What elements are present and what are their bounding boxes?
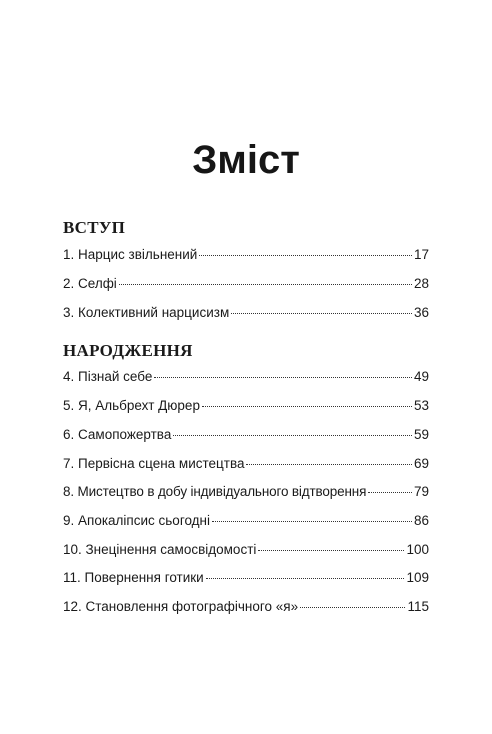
toc-entry[interactable]	[63, 512, 429, 530]
dot-leader	[202, 406, 412, 407]
toc-entry[interactable]	[63, 275, 429, 293]
toc-entry[interactable]	[63, 569, 429, 587]
toc-entry[interactable]	[63, 541, 429, 559]
toc-page-number: 36	[413, 305, 429, 320]
toc-entry-title: 5. Я, Альбрехт Дюрер	[63, 398, 200, 413]
toc-entry-title: 8. Мистецтво в добу індивідуального відтворення	[63, 484, 367, 499]
toc-page-number: 28	[413, 276, 429, 291]
toc-entry[interactable]	[63, 426, 429, 444]
toc-entry-title: 3. Колективний нарцисизм	[63, 305, 230, 320]
toc-page-number: 79	[413, 484, 429, 499]
toc-entry[interactable]	[63, 304, 429, 322]
toc-page-number: 100	[406, 542, 429, 557]
toc-entry-title: 10. Знецінення самосвідомості	[63, 542, 257, 557]
page-title: Зміст	[192, 138, 300, 182]
toc-page-number: 109	[406, 570, 429, 585]
dot-leader	[368, 492, 412, 493]
toc-entry[interactable]	[63, 246, 429, 264]
section-heading-birth: НАРОДЖЕННЯ	[63, 341, 193, 360]
toc-page-number: 115	[407, 599, 429, 614]
toc-entry-title: 7. Первісна сцена мистецтва	[63, 456, 245, 471]
toc-entry[interactable]	[63, 598, 429, 616]
toc-entry[interactable]	[63, 455, 429, 473]
dot-leader	[212, 521, 412, 522]
toc-page-number: 59	[413, 427, 429, 442]
toc-entry-title: 11. Повернення готики	[63, 570, 204, 585]
dot-leader	[119, 284, 412, 285]
toc-page-number: 86	[413, 513, 429, 528]
dot-leader	[199, 255, 412, 256]
toc-entry[interactable]	[63, 397, 429, 415]
dot-leader	[300, 607, 405, 608]
dot-leader	[258, 550, 404, 551]
toc-entry-title: 9. Апокаліпсис сьогодні	[63, 513, 210, 528]
toc-entry-title: 2. Селфі	[63, 276, 117, 291]
toc-page-number: 69	[413, 456, 429, 471]
toc-entry-title: 12. Становлення фотографічного «я»	[63, 599, 299, 614]
dot-leader	[206, 578, 405, 579]
toc-entry-title: 1. Нарцис звільнений	[63, 247, 198, 262]
toc-entry[interactable]	[63, 368, 429, 386]
toc-entry[interactable]	[63, 483, 429, 501]
toc-page-number: 49	[413, 369, 429, 384]
toc-entry-title: 6. Самопожертва	[63, 427, 172, 442]
toc-page-number: 53	[413, 398, 429, 413]
toc-page-number: 17	[413, 247, 429, 262]
dot-leader	[246, 464, 411, 465]
dot-leader	[231, 313, 412, 314]
dot-leader	[154, 377, 412, 378]
section-heading-intro: ВСТУП	[63, 218, 126, 237]
dot-leader	[173, 435, 412, 436]
toc-entry-title: 4. Пізнай себе	[63, 369, 153, 384]
